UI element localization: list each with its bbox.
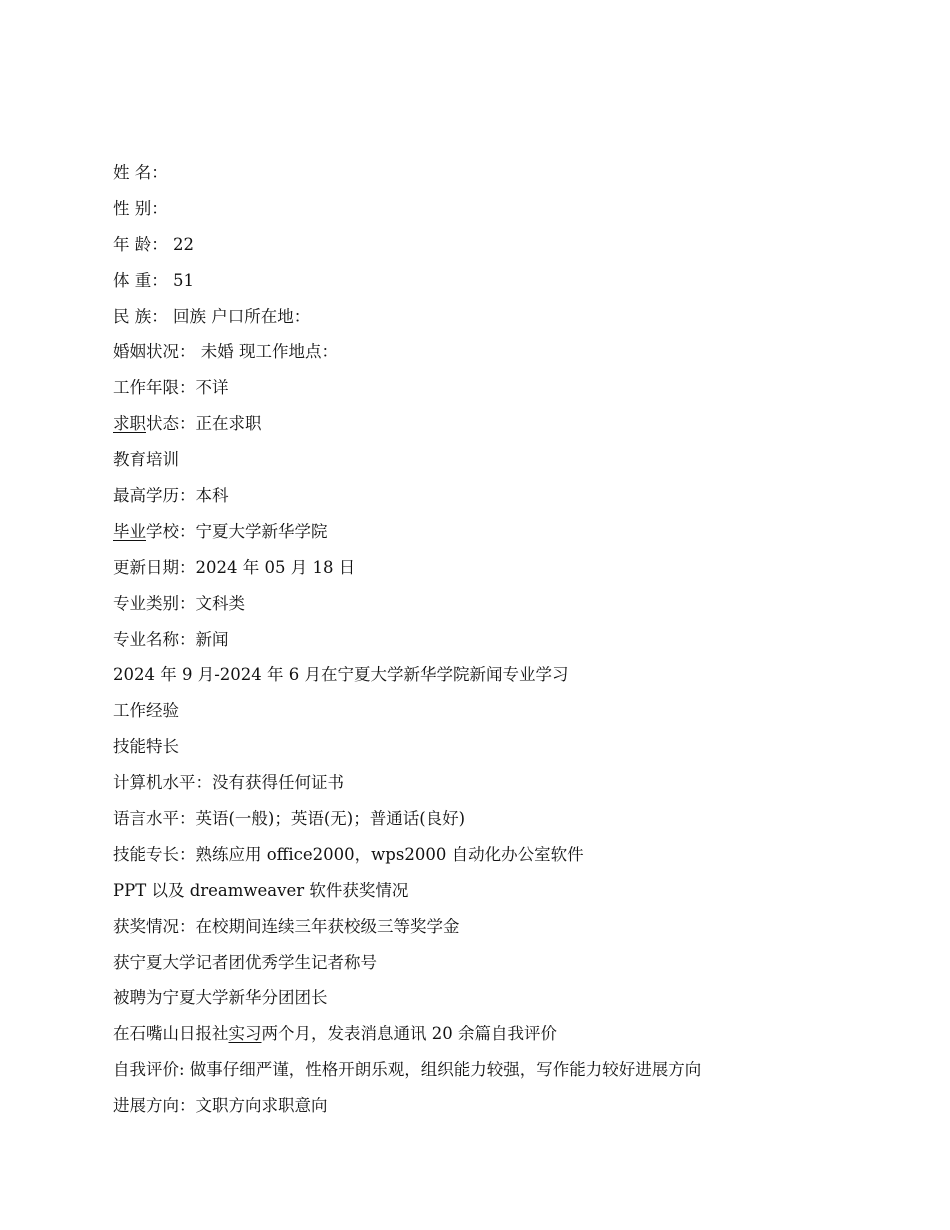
resume-line-award-leader: 被聘为宁夏大学新华分团团长	[113, 988, 328, 1008]
resume-line-ethnicity: 民 族： 回族 户口所在地：	[113, 306, 311, 326]
resume-line-major-name: 专业名称：新闻	[113, 629, 229, 649]
resume-line-gender: 性 别：	[113, 198, 168, 218]
underlined-term: 求职	[113, 414, 146, 434]
resume-line-major-category: 专业类别：文科类	[113, 593, 245, 613]
section-heading-skills: 技能特长	[113, 737, 179, 757]
resume-line-language-level: 语言水平：英语(一般)；英语(无)；普通话(良好)	[113, 809, 466, 829]
resume-line-work-years: 工作年限：不详	[113, 378, 229, 398]
resume-line-school: 毕业学校：宁夏大学新华学院	[113, 521, 328, 541]
underlined-term: 毕业	[113, 521, 146, 541]
resume-line-weight: 体 重： 51	[113, 270, 194, 290]
resume-line-study-period: 2024 年 9 月-2024 年 6 月在宁夏大学新华学院新闻专业学习	[113, 665, 569, 685]
resume-line-age: 年 龄： 22	[113, 234, 194, 254]
resume-line-software: PPT 以及 dreamweaver 软件获奖情况	[113, 880, 409, 900]
resume-line-marital-status: 婚姻状况： 未婚 现工作地点：	[113, 342, 338, 362]
resume-line-highest-degree: 最高学历：本科	[113, 486, 229, 506]
resume-content	[113, 160, 893, 1129]
resume-line-update-date: 更新日期：2024 年 05 月 18 日	[113, 557, 356, 577]
resume-line-internship: 在石嘴山日报社实习两个月，发表消息通讯 20 余篇自我评价	[113, 1024, 557, 1044]
resume-line-job-status: 求职状态：正在求职	[113, 414, 262, 434]
resume-line-skill-specialty: 技能专长：熟练应用 office2000，wps2000 自动化办公室软件	[113, 844, 584, 864]
section-heading-education: 教育培训	[113, 450, 179, 470]
resume-line-self-evaluation: 自我评价: 做事仔细严谨，性格开朗乐观，组织能力较强，写作能力较好进展方向	[113, 1060, 702, 1080]
resume-line-career-direction: 进展方向：文职方向求职意向	[113, 1096, 328, 1116]
section-heading-work-experience: 工作经验	[113, 701, 179, 721]
resume-line-computer-level: 计算机水平：没有获得任何证书	[113, 773, 344, 793]
resume-line-name: 姓 名：	[113, 163, 168, 182]
underlined-term: 实习	[228, 1024, 262, 1044]
resume-line-awards: 获奖情况：在校期间连续三年获校级三等奖学金	[113, 916, 460, 936]
resume-line-award-reporter: 获宁夏大学记者团优秀学生记者称号	[113, 952, 377, 972]
